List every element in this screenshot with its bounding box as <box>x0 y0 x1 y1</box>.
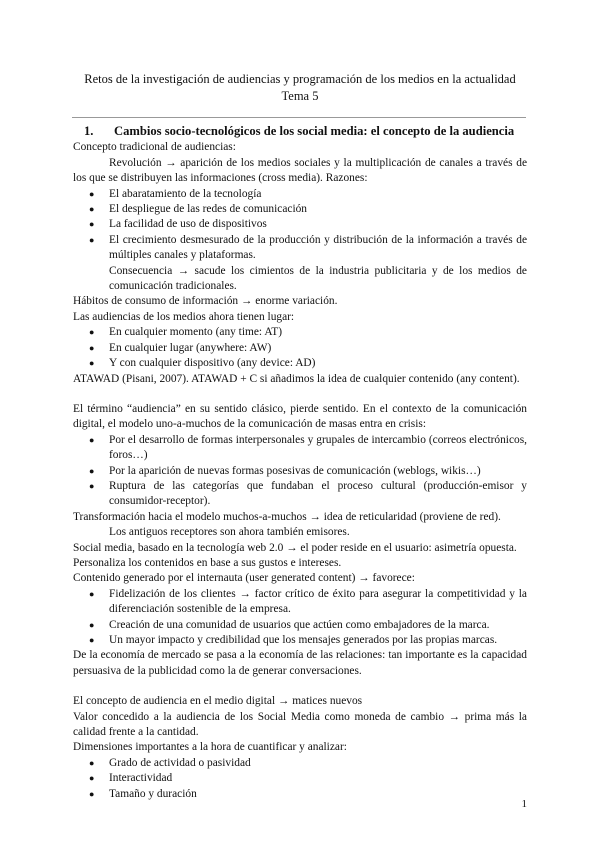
paragraph: Las audiencias de los medios ahora tienen lugar: <box>73 310 295 323</box>
paragraph: Dimensiones importantes a la hora de cuantificar y analizar: <box>73 741 347 754</box>
section-number: 1. <box>84 124 94 138</box>
list-item: ● La facilidad de uso de dispositivos <box>73 217 527 232</box>
list-item: ● Fidelización de los clientes → factor crítico de éxito para asegurar la competitividad y la diferenciación sostenible de la empresa. <box>73 587 527 618</box>
bullet-list <box>73 325 527 371</box>
list-item: ● Creación de una comunidad de usuarios que actúen como embajadores de la marca. <box>73 618 527 633</box>
document-title: Retos de la investigación de audiencias y programación de los medios en la actualidad <box>84 72 516 86</box>
paragraph: Concepto tradicional de audiencias: <box>73 141 236 154</box>
list-item: ● Por la aparición de nuevas formas posesivas de comunicación (weblogs, wikis…) <box>73 464 527 479</box>
document-body <box>73 124 527 802</box>
list-item: ● El abaratamiento de la tecnología <box>73 187 527 202</box>
paragraph: Personaliza los contenidos en base a sus gustos e intereses. <box>73 556 342 569</box>
list-item: ● En cualquier lugar (anywhere: AW) <box>73 341 527 356</box>
list-item: ● Interactividad <box>73 771 527 786</box>
bullet-list <box>73 433 527 510</box>
list-item: ● El crecimiento desmesurado de la producción y distribución de la información a través de múltiples canales y plataformas. <box>73 233 527 264</box>
bullet-list <box>73 187 527 264</box>
paragraph: De la economía de mercado se pasa a la economía de las relaciones: tan importante es la capacidad persuasiva de la publicidad como la de generar conversaciones. <box>73 649 527 677</box>
document-header <box>70 71 530 105</box>
paragraph: Los antiguos receptores son ahora también emisores. <box>109 526 350 539</box>
list-item: ● Por el desarrollo de formas interpersonales y grupales de intercambio (correos electrónicos, foros…) <box>73 433 527 464</box>
header-divider <box>72 117 526 118</box>
list-item: ● El despliegue de las redes de comunicación <box>73 202 527 217</box>
paragraph: Hábitos de consumo de información → enorme variación. <box>73 295 338 308</box>
bullet-list <box>73 587 527 649</box>
paragraph: Consecuencia → sacude los cimientos de la industria publicitaria y de los medios de comunicación tradicionales. <box>109 264 527 293</box>
paragraph: Contenido generado por el internauta (user generated content) → favorece: <box>73 572 415 585</box>
list-item: ● Tamaño y duración <box>73 787 527 802</box>
document-subtitle: Tema 5 <box>281 89 319 103</box>
list-item: ● Ruptura de las categorías que fundaban el proceso cultural (producción-emisor y consumidor-receptor). <box>73 479 527 510</box>
paragraph: Social media, basado en la tecnología web 2.0 → el poder reside en el usuario: asimetría opuesta. <box>73 541 517 554</box>
paragraph: Valor concedido a la audiencia de los Social Media como moneda de cambio → prima más la calidad frente a la cantidad. <box>73 710 527 739</box>
list-item: ● Y con cualquier dispositivo (any device: AD) <box>73 356 527 371</box>
section-title: Cambios socio-tecnológicos de los social media: el concepto de la audiencia <box>114 124 515 138</box>
list-item: ● Un mayor impacto y credibilidad que los mensajes generados por las propias marcas. <box>73 633 527 648</box>
paragraph: El concepto de audiencia en el medio digital → matices nuevos <box>73 695 363 708</box>
paragraph: Transformación hacia el modelo muchos-a-muchos → idea de reticularidad (proviene de red). <box>73 510 501 523</box>
paragraph: ATAWAD (Pisani, 2007). ATAWAD + C si añadimos la idea de cualquier contenido (any content). <box>73 372 520 385</box>
list-item: ● Grado de actividad o pasividad <box>73 756 527 771</box>
page-number: 1 <box>521 798 527 810</box>
paragraph: Revolución → aparición de los medios sociales y la multiplicación de canales a través de los que se distribuyen las informaciones (cross media). Razones: <box>73 156 527 185</box>
list-item: ● En cualquier momento (any time: AT) <box>73 325 527 340</box>
spacer <box>73 679 527 694</box>
bullet-list <box>73 756 527 802</box>
paragraph: El término “audiencia” en su sentido clásico, pierde sentido. En el contexto de la comunicación digital, el modelo uno-a-muchos de la comunicación de masas entra en crisis: <box>73 402 527 431</box>
spacer <box>73 387 527 402</box>
section-heading <box>73 124 527 139</box>
